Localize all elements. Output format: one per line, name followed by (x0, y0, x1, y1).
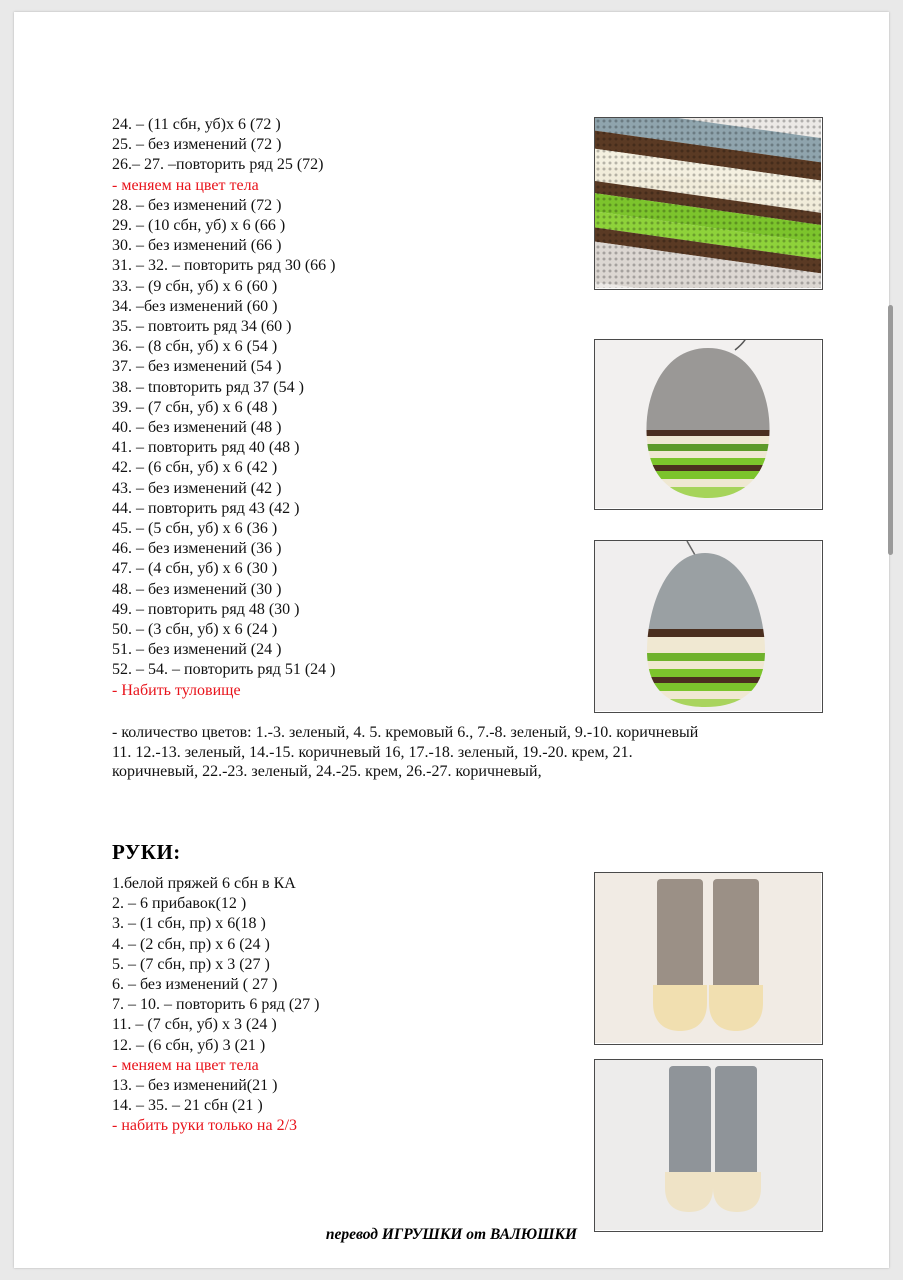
arms-row: 12. – (6 сбн, уб) 3 (21 ) (112, 1036, 266, 1054)
body-row: 30. – без изменений (66 ) (112, 237, 282, 255)
body-row: 43. – без изменений (42 ) (112, 479, 282, 497)
color-count-note (112, 723, 802, 782)
body-row: 24. – (11 сбн, уб)х 6 (72 ) (112, 116, 281, 133)
arms-row: 4. – (2 сбн, пр) х 6 (24 ) (112, 935, 270, 953)
body-row: 52. – 54. – повторить ряд 51 (24 ) (112, 661, 336, 679)
body-row: 45. – (5 сбн, уб) х 6 (36 ) (112, 520, 278, 538)
body-row: 26.– 27. –повторить ряд 25 (72) (112, 156, 324, 174)
body-row: 42. – (6 сбн, уб) х 6 (42 ) (112, 459, 278, 477)
body-row: 48. – без изменений (30 ) (112, 580, 282, 598)
body-row: 34. –без изменений (60 ) (112, 297, 278, 315)
photo-arms-gray (594, 1059, 823, 1232)
scrollbar-thumb[interactable] (888, 305, 893, 555)
body-row: 39. – (7 сбн, уб) х 6 (48 ) (112, 398, 278, 416)
body-row: 44. – повторить ряд 43 (42 ) (112, 499, 300, 517)
color-note-line: 11. 12.-13. зеленый, 14.-15. коричневый 16, 17.-18. зеленый, 19.-20. крем, 21. (112, 743, 633, 761)
body-row: 35. – повтоить ряд 34 (60 ) (112, 318, 292, 336)
photo-arms-brown (594, 872, 823, 1045)
arms-row: 6. – без изменений ( 27 ) (112, 976, 278, 994)
arms-row: 5. – (7 сбн, пр) х 3 (27 ) (112, 955, 270, 973)
body-row: 37. – без изменений (54 ) (112, 358, 282, 376)
arms-row: 7. – 10. – повторить 6 ряд (27 ) (112, 996, 320, 1014)
arms-row: 1.белой пряжей 6 сбн в КА (112, 875, 296, 892)
body-row: 49. – повторить ряд 48 (30 ) (112, 600, 300, 618)
body-row: 41. – повторить ряд 40 (48 ) (112, 439, 300, 457)
arms-section-title: РУКИ: (112, 840, 181, 864)
body-row: 47. – (4 сбн, уб) х 6 (30 ) (112, 560, 278, 578)
body-row: 36. – (8 сбн, уб) х 6 (54 ) (112, 338, 278, 356)
body-row: 33. – (9 сбн, уб) х 6 (60 ) (112, 277, 278, 295)
arms-row: - набить руки только на 2/3 (112, 1117, 298, 1135)
photo-striped-rows-closeup (594, 117, 823, 290)
body-row: 28. – без изменений (72 ) (112, 196, 282, 214)
arms-row: 3. – (1 сбн, пр) х 6(18 ) (112, 915, 266, 933)
color-note-line: коричневый, 22.-23. зеленый, 24.-25. крем, 26.-27. коричневый, (112, 763, 542, 780)
body-row: 25. – без изменений (72 ) (112, 136, 282, 154)
color-note-line: - количество цветов: 1.-3. зеленый, 4. 5. кремовый 6., 7.-8. зеленый, 9.-10. коричневый (112, 724, 699, 741)
body-row: 51. – без изменений (24 ) (112, 641, 282, 659)
arms-row: - меняем на цвет тела (112, 1056, 259, 1074)
arms-row: 11. – (7 сбн, уб) х 3 (24 ) (112, 1016, 277, 1034)
footer-credit: перевод ИГРУШКИ от ВАЛЮШКИ (325, 1226, 578, 1243)
photo-body-partial-gray (594, 339, 823, 510)
body-row: - Набить туловище (112, 681, 241, 699)
photo-body-full-gray (594, 540, 823, 713)
arms-row: 14. – 35. – 21 сбн (21 ) (112, 1097, 263, 1115)
arms-row: 13. – без изменений(21 ) (112, 1077, 278, 1095)
body-row: 38. – tповторить ряд 37 (54 ) (112, 378, 304, 396)
body-row: 31. – 32. – повторить ряд 30 (66 ) (112, 257, 336, 275)
body-row: 29. – (10 сбн, уб) х 6 (66 ) (112, 217, 286, 235)
arms-instructions (112, 874, 582, 1137)
body-row: 50. – (3 сбн, уб) х 6 (24 ) (112, 621, 278, 639)
body-instructions (112, 115, 582, 701)
body-row: 46. – без изменений (36 ) (112, 540, 282, 558)
body-row: 40. – без изменений (48 ) (112, 419, 282, 437)
body-row: - меняем на цвет тела (112, 176, 259, 194)
arms-row: 2. – 6 прибавок(12 ) (112, 895, 247, 913)
